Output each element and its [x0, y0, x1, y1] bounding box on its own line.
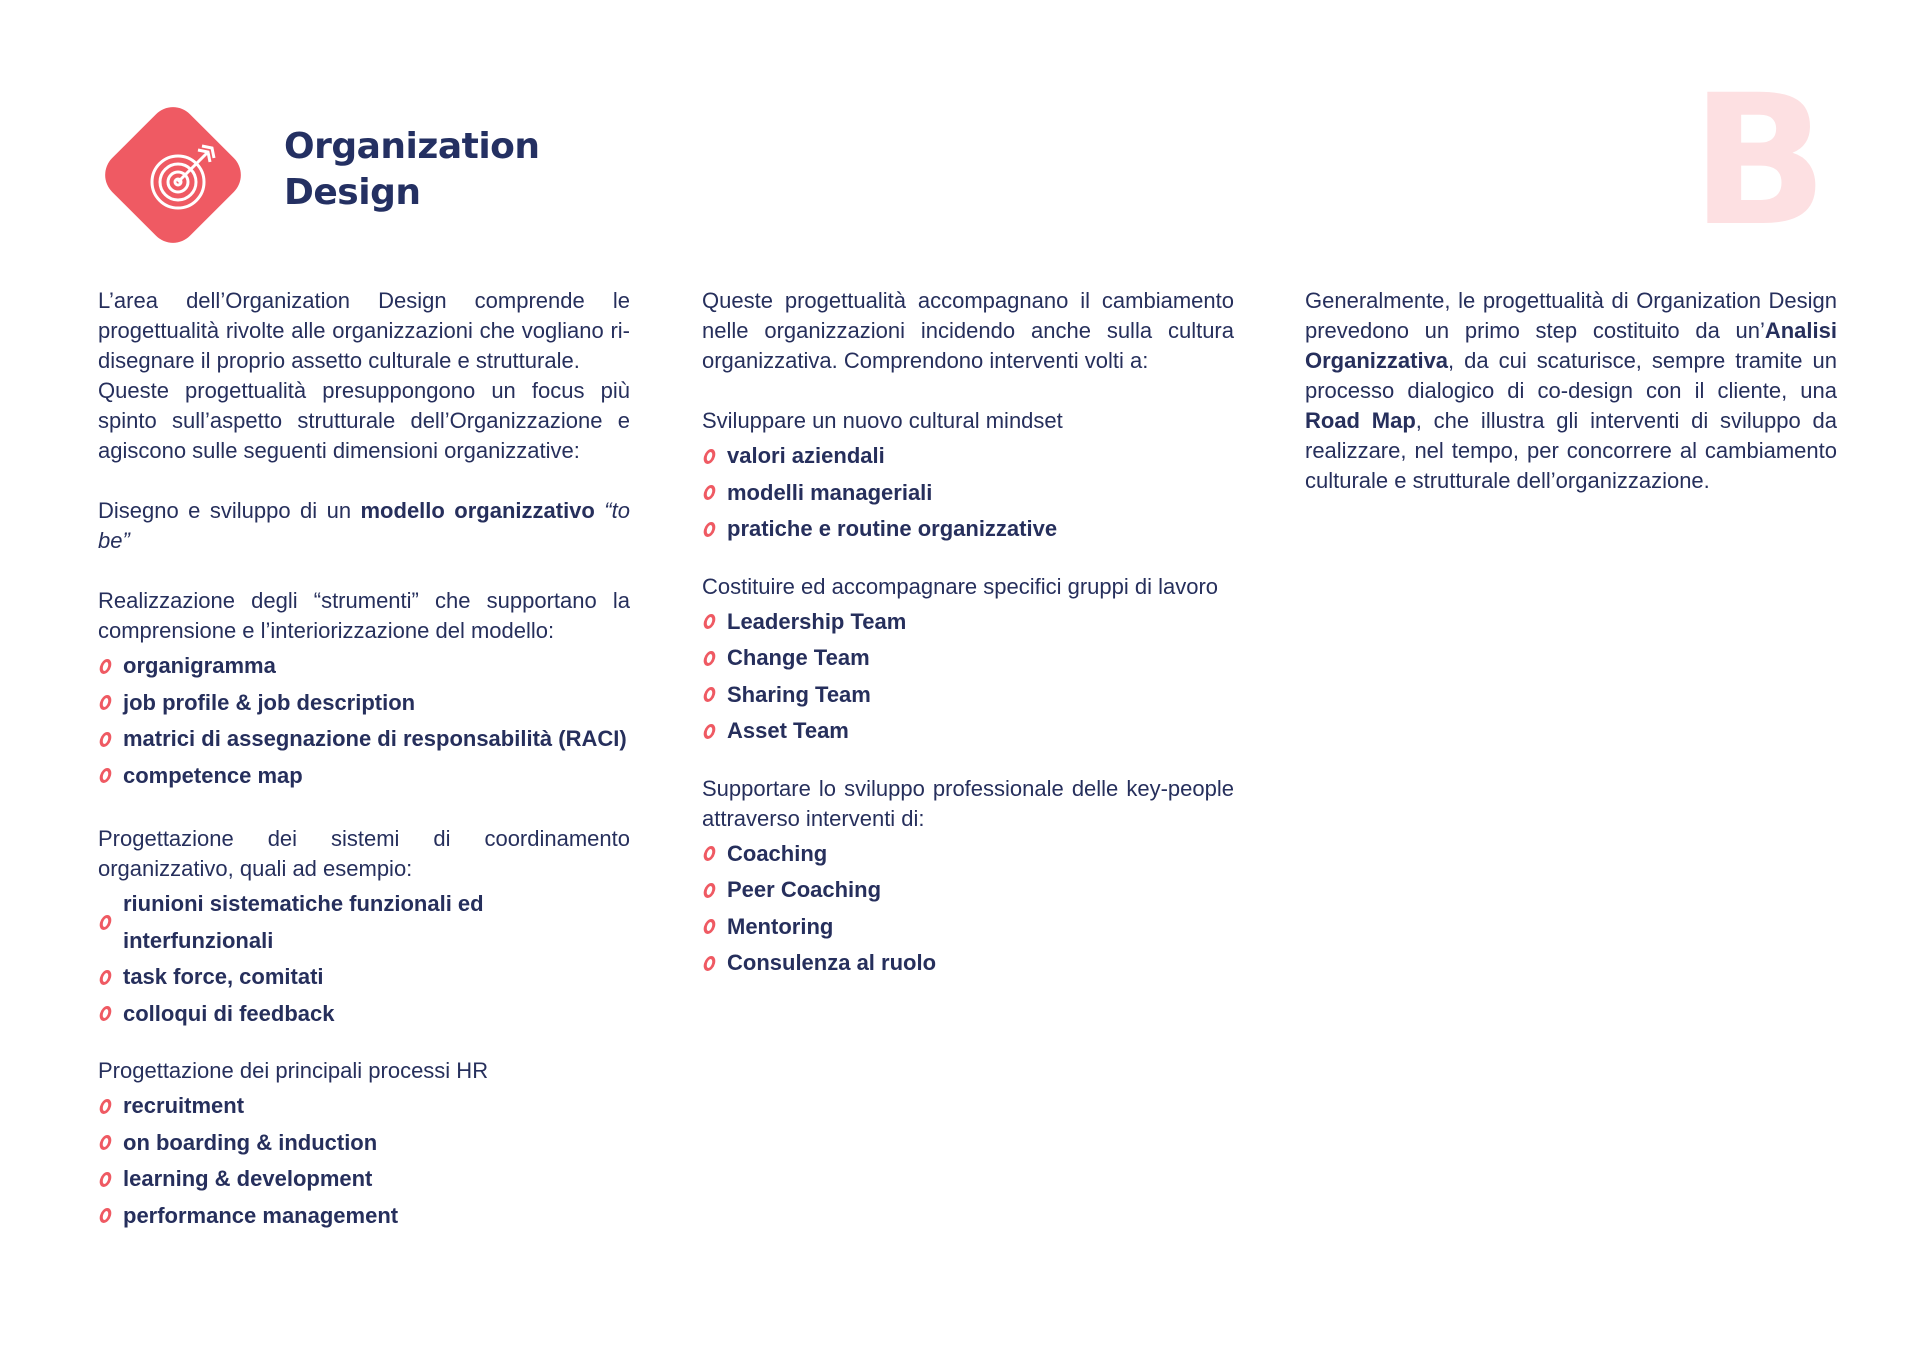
list-item	[702, 872, 1234, 909]
list-item	[702, 945, 1234, 982]
model-text: Disegno e sviluppo di un	[98, 498, 361, 523]
list-item-label: learning & development	[123, 1166, 373, 1191]
bullet-icon	[702, 449, 717, 464]
bullet-icon	[702, 651, 717, 666]
bullet-icon	[98, 1172, 113, 1187]
list-item-label: Consulenza al ruolo	[727, 950, 937, 975]
list-item-label: job profile & job description	[123, 689, 416, 715]
bullet-icon	[702, 687, 717, 702]
mindset-intro: Sviluppare un nuovo cultural mindset	[702, 408, 1063, 433]
list-item	[98, 1161, 630, 1198]
model-line	[98, 496, 630, 556]
list-item	[702, 836, 1234, 873]
list-item	[98, 685, 630, 722]
title-line-1: Organization	[284, 126, 540, 167]
list-item-label: on boarding & induction	[123, 1129, 378, 1155]
list-item-label: Leadership Team	[727, 608, 907, 634]
coord-list	[98, 886, 630, 1032]
hr-list	[98, 1088, 630, 1234]
list-item-label: organigramma	[123, 653, 276, 678]
bullet-icon	[98, 659, 113, 674]
list-item	[98, 758, 630, 795]
teams-intro: Costituire ed accompagnare specifici gruppi di lavoro	[702, 573, 1219, 599]
list-item-label: Sharing Team	[727, 681, 871, 707]
list-item-label: valori aziendali	[727, 443, 885, 468]
list-item-label: recruitment	[123, 1093, 245, 1118]
summary-paragraph	[1305, 286, 1837, 496]
bullet-icon	[702, 724, 717, 739]
tools-intro: Realizzazione degli “strumenti” che supportano la comprensione e l’interiorizzazione del modello:	[98, 588, 630, 643]
summary-text-3: , che illustra gli interventi di sviluppo da realizzare, nel tempo, per concorrere al cambiamento culturale e strutturale dell’organizzazione.	[1305, 408, 1837, 493]
teams-list	[702, 604, 1234, 750]
bullet-icon	[98, 1135, 113, 1150]
list-item-label: Peer Coaching	[727, 877, 882, 902]
list-item	[702, 713, 1234, 750]
bullet-icon	[98, 732, 113, 747]
intro-paragraph-1: L’area dell’Organization Design comprende le progettualità rivolte alle organizzazioni che vogliano ri-disegnare il proprio assetto culturale e strutturale.	[98, 288, 630, 373]
list-item-label: modelli manageriali	[727, 479, 933, 505]
list-item	[702, 640, 1234, 677]
bullet-icon	[98, 1006, 113, 1021]
model-italic: “to be”	[98, 498, 630, 553]
hr-intro: Progettazione dei principali processi HR	[98, 1058, 489, 1083]
list-item-label: performance management	[123, 1202, 399, 1228]
list-item	[702, 511, 1234, 548]
bullet-icon	[702, 883, 717, 898]
bullet-icon	[98, 695, 113, 710]
bullet-icon	[702, 522, 717, 537]
col2-intro: Queste progettualità accompagnano il cambiamento nelle organizzazioni incidendo anche sulla cultura organizzativa. Comprendono interventi volti a:	[702, 288, 1234, 373]
dev-intro: Supportare lo sviluppo professionale delle key-people attraverso interventi di:	[702, 775, 1234, 831]
list-item-label: competence map	[123, 762, 303, 788]
bullet-icon	[98, 970, 113, 985]
bullet-icon	[702, 919, 717, 934]
model-bold: modello organizzativo	[360, 498, 595, 523]
summary-bold-1: Analisi Organizzativa	[1305, 318, 1837, 373]
list-item	[98, 959, 630, 996]
list-item	[98, 1198, 630, 1235]
bullet-icon	[702, 956, 717, 971]
mindset-list	[702, 438, 1234, 548]
bullet-icon	[702, 846, 717, 861]
target-arrow-icon	[142, 138, 222, 218]
bullet-icon	[98, 915, 113, 930]
list-item	[98, 886, 630, 959]
intro-paragraph-2: Queste progettualità presuppongono un focus più spinto sull’aspetto strutturale dell’Organizzazione e agiscono sulle seguenti dimensioni organizzative:	[98, 378, 630, 463]
section-letter: B	[1690, 57, 1828, 266]
bullet-icon	[98, 768, 113, 783]
list-item	[702, 438, 1234, 475]
dev-list	[702, 836, 1234, 982]
list-item	[702, 677, 1234, 714]
list-item	[98, 721, 630, 758]
coord-intro: Progettazione dei sistemi di coordinamento organizzativo, quali ad esempio:	[98, 826, 630, 881]
tools-list	[98, 648, 630, 794]
list-item	[98, 996, 630, 1033]
bullet-icon	[98, 1099, 113, 1114]
list-item-label: riunioni sistematiche funzionali ed interfunzionali	[123, 891, 484, 953]
column-2	[702, 286, 1234, 982]
summary-bold-2: Road Map	[1305, 408, 1416, 433]
list-item	[702, 475, 1234, 512]
list-item	[702, 604, 1234, 641]
list-item-label: Mentoring	[727, 913, 834, 939]
column-3	[1305, 286, 1837, 496]
list-item-label: Asset Team	[727, 718, 849, 743]
bullet-icon	[702, 614, 717, 629]
list-item	[98, 1125, 630, 1162]
page-title	[284, 124, 540, 216]
bullet-icon	[702, 485, 717, 500]
summary-text-2: , da cui scaturisce, sempre tramite un processo dialogico di co-design con il cliente, una	[1305, 348, 1837, 403]
list-item	[98, 648, 630, 685]
list-item-label: task force, comitati	[123, 964, 324, 989]
title-line-2: Design	[284, 172, 421, 213]
list-item-label: matrici di assegnazione di responsabilità (RACI)	[123, 726, 627, 751]
bullet-icon	[98, 1208, 113, 1223]
list-item-label: Change Team	[727, 645, 870, 670]
list-item-label: colloqui di feedback	[123, 1000, 335, 1026]
list-item-label: Coaching	[727, 840, 828, 866]
column-1	[98, 286, 630, 1234]
list-item	[702, 909, 1234, 946]
list-item-label: pratiche e routine organizzative	[727, 516, 1058, 541]
list-item	[98, 1088, 630, 1125]
summary-text-1: Generalmente, le progettualità di Organization Design prevedono un primo step costituito da un’	[1305, 288, 1837, 343]
